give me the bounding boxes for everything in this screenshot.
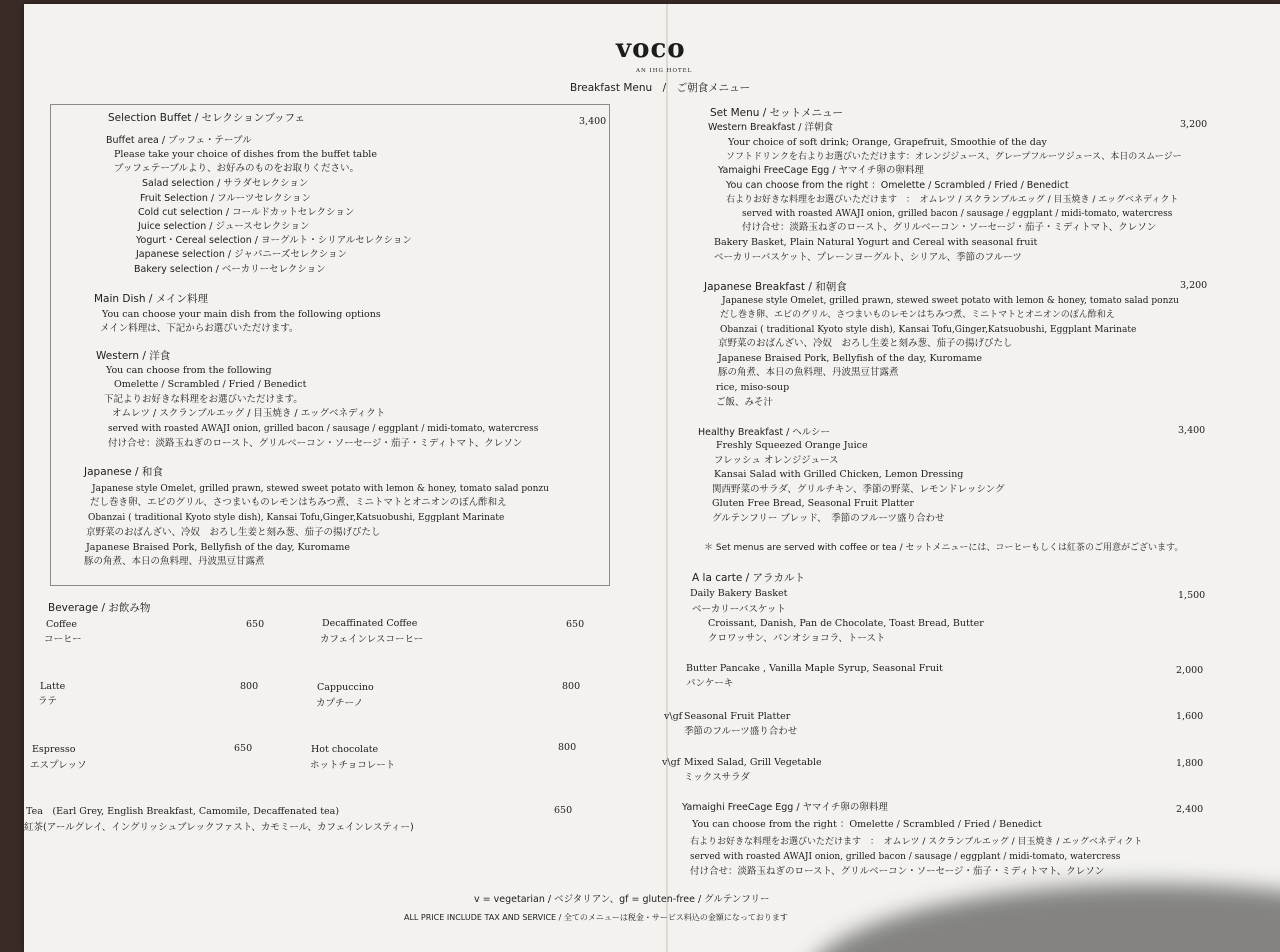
beverage-name-jp: ラテ	[38, 696, 58, 707]
set-menu-title: Set Menu / セットメニュー	[710, 107, 844, 119]
japanese-line: Obanzai ( traditional Kyoto style dish), Kansai Tofu,Ginger,Katsuobushi, Eggplant Marinate	[88, 513, 505, 523]
page-fold	[666, 4, 668, 952]
beverage-title: Beverage / お飲み物	[48, 602, 151, 614]
japanese-breakfast-line: Japanese Braised Pork, Bellyfish of the day, Kuromame	[718, 353, 983, 364]
pancake-title-jp: パンケーキ	[686, 678, 734, 689]
buffet-item: Salad selection / サラダセレクション	[142, 178, 309, 189]
bakery-desc: Croissant, Danish, Pan de Chocolate, Toast Bread, Butter	[708, 618, 984, 629]
buffet-item: Cold cut selection / コールドカットセレクション	[138, 207, 355, 218]
healthy-breakfast-line: フレッシュ オレンジジュース	[714, 455, 839, 466]
western-breakfast-line: Your choice of soft drink; Orange, Grapefruit, Smoothie of the day	[728, 137, 1047, 148]
buffet-item: Yogurt・Cereal selection / ヨーグルト・シリアルセレクション	[136, 235, 412, 246]
buffet-item: Japanese selection / ジャパニーズセレクション	[136, 249, 348, 260]
beverage-name: Espresso	[32, 744, 76, 755]
tea-name: Tea (Earl Grey, English Breakfast, Camomile, Decaffenated tea)	[26, 806, 340, 817]
western-line: オムレツ / スクランブルエッグ / 目玉焼き / エッグベネディクト	[112, 408, 386, 419]
salad-price: 1,800	[1176, 758, 1204, 769]
buffet-price: 3,400	[579, 116, 607, 127]
western-breakfast-line: Yamaighi FreeCage Egg / ヤマイチ卵の卵料理	[718, 165, 924, 176]
healthy-breakfast-title: Healthy Breakfast / ヘルシー	[698, 427, 831, 438]
japanese-breakfast-line: 京野菜のおばんざい、冷奴 おろし生姜と刻み葱、茄子の揚げびたし	[718, 338, 1013, 349]
fruit-diet-tag: v\gf	[664, 711, 683, 722]
healthy-breakfast-line: 関西野菜のサラダ、グリルチキン、季節の野菜、レモンドレッシング	[712, 484, 1005, 495]
salad-diet-tag: v\gf	[662, 757, 681, 768]
beverage-name: Cappuccino	[317, 682, 374, 693]
japanese-line: Japanese style Omelet, grilled prawn, stewed sweet potato with lemon & honey, tomato salad ponzu	[92, 484, 549, 494]
table-shadow	[804, 884, 1280, 952]
tea-name-jp: 紅茶(アールグレイ、イングリッシュブレックファスト、カモミール、カフェインレスティー)	[24, 822, 414, 833]
bakery-title-jp: ベーカリーバスケット	[692, 604, 786, 615]
egg-line: You can choose from the right ：Omelette / Scrambled / Fried / Benedict	[692, 819, 1042, 830]
healthy-breakfast-line: Kansai Salad with Grilled Chicken, Lemon Dressing	[714, 469, 964, 480]
main-dish-title: Main Dish / メイン料理	[94, 293, 209, 305]
japanese-breakfast-line: だし巻き卵、エビのグリル、さつまいものレモンはちみつ煮、ミニトマトとオニオンのぽん酢和え	[720, 310, 1115, 320]
western-line: Omelette / Scrambled / Fried / Benedict	[114, 379, 307, 390]
japanese-breakfast-line: 豚の角煮、本日の魚料理、丹波黒豆甘露煮	[718, 367, 899, 378]
fruit-title-jp: 季節のフルーツ盛り合わせ	[684, 726, 798, 737]
buffet-intro-en: Please take your choice of dishes from the buffet table	[114, 149, 377, 160]
egg-title: Yamaighi FreeCage Egg / ヤマイチ卵の卵料理	[682, 802, 888, 813]
bakery-desc-jp: クロワッサン、パンオショコラ、トースト	[708, 633, 886, 644]
egg-price: 2,400	[1176, 804, 1204, 815]
bakery-price: 1,500	[1178, 590, 1206, 601]
diet-legend: v = vegetarian / ベジタリアン、gf = gluten-free / グルテンフリー	[474, 894, 770, 905]
beverage-name-jp: カプチーノ	[316, 698, 364, 709]
tea-price: 650	[554, 805, 573, 816]
japanese-line: 京野菜のおばんざい、冷奴 おろし生姜と刻み葱、茄子の揚げびたし	[86, 527, 381, 538]
fruit-title: Seasonal Fruit Platter	[684, 711, 791, 722]
western-breakfast-line: 付け合せ：淡路玉ねぎのロースト、グリルベーコン・ソーセージ・茄子・ミディトマト、クレソン	[742, 222, 1157, 233]
japanese-title: Japanese / 和食	[84, 466, 163, 478]
western-breakfast-line: 右よりお好きな料理をお選びいただけます ： オムレツ / スクランブルエッグ / 目玉焼き / エッグベネディクト	[726, 195, 1179, 205]
beverage-price: 800	[240, 681, 259, 692]
beverage-price: 650	[246, 619, 265, 630]
set-menu-note: ＊ Set menus are served with coffee or tea / セットメニューには、コーヒーもしくは紅茶のご用意がございます。	[704, 543, 1184, 553]
fruit-price: 1,600	[1176, 711, 1204, 722]
western-breakfast-line: You can choose from the right ：Omelette / Scrambled / Fried / Benedict	[726, 180, 1069, 191]
egg-line: 右よりお好きな料理をお選びいただけます ： オムレツ / スクランブルエッグ / 目玉焼き / エッグベネディクト	[690, 837, 1143, 847]
buffet-item: Bakery selection / ベーカリーセレクション	[134, 264, 326, 275]
beverage-price: 800	[558, 742, 577, 753]
japanese-breakfast-price: 3,200	[1180, 280, 1208, 291]
buffet-item: Juice selection / ジュースセレクション	[138, 221, 310, 232]
japanese-breakfast-line: Obanzai ( traditional Kyoto style dish), Kansai Tofu,Ginger,Katsuobushi, Eggplant Marinate	[720, 325, 1137, 335]
menu-sheet	[24, 4, 1280, 952]
japanese-breakfast-line: ご飯、みそ汁	[716, 397, 774, 408]
western-line: 下記よりお好きな料理をお選びいただけます。	[104, 394, 303, 405]
beverage-price: 650	[566, 619, 585, 630]
beverage-name: Hot chocolate	[311, 744, 379, 755]
alacarte-title: A la carte / アラカルト	[692, 572, 806, 584]
buffet-item: Fruit Selection / フルーツセレクション	[140, 193, 311, 204]
beverage-name: Latte	[40, 681, 66, 692]
western-breakfast-line: Bakery Basket, Plain Natural Yogurt and Cereal with seasonal fruit	[714, 237, 1038, 248]
western-breakfast-line: served with roasted AWAJI onion, grilled bacon / sausage / eggplant / midi-tomato, watercress	[742, 209, 1173, 219]
buffet-title: Selection Buffet / セレクションブッフェ	[108, 112, 305, 124]
western-line: served with roasted AWAJI onion, grilled bacon / sausage / eggplant / midi-tomato, watercress	[108, 424, 539, 434]
pancake-title: Butter Pancake , Vanilla Maple Syrup, Seasonal Fruit	[686, 663, 943, 674]
healthy-breakfast-line: グルテンフリー ブレッド、 季節のフルーツ盛り合わせ	[712, 513, 945, 524]
healthy-breakfast-line: Gluten Free Bread, Seasonal Fruit Platter	[712, 498, 914, 509]
pancake-price: 2,000	[1176, 665, 1204, 676]
western-line: 付け合せ：淡路玉ねぎのロースト、グリルベーコン・ソーセージ・茄子・ミディトマト、クレソン	[108, 438, 523, 449]
beverage-name: Coffee	[46, 619, 77, 630]
beverage-name-jp: ホットチョコレート	[310, 760, 396, 771]
menu-title: Breakfast Menu / ご朝食メニュー	[570, 82, 751, 94]
beverage-name-jp: コーヒー	[44, 634, 82, 645]
hotel-logo: voco	[616, 34, 686, 64]
beverage-name-jp: カフェインレスコーヒー	[320, 634, 424, 645]
beverage-price: 800	[562, 681, 581, 692]
main-dish-en: You can choose your main dish from the following options	[102, 309, 381, 320]
beverage-name: Decaffinated Coffee	[322, 618, 418, 629]
japanese-breakfast-line: rice, miso-soup	[716, 382, 790, 393]
buffet-area-title: Buffet area / ブッフェ・テーブル	[106, 135, 252, 146]
western-breakfast-price: 3,200	[1180, 119, 1208, 130]
buffet-intro-jp: ブッフェテーブルより、お好みのものをお取りください。	[114, 163, 360, 174]
japanese-breakfast-line: Japanese style Omelet, grilled prawn, stewed sweet potato with lemon & honey, tomato salad ponzu	[722, 296, 1179, 306]
japanese-breakfast-title: Japanese Breakfast / 和朝食	[704, 281, 847, 293]
western-breakfast-title: Western Breakfast / 洋朝食	[708, 122, 833, 133]
western-breakfast-line: ベーカリーバスケット、プレーンヨーグルト、シリアル、季節のフルーツ	[714, 252, 1022, 263]
western-breakfast-line: ソフトドリンクを右よりお選びいただけます：オレンジジュース、グレープフルーツジュース、本日のスムージー	[726, 152, 1182, 162]
japanese-line: だし巻き卵、エビのグリル、さつまいものレモンはちみつ煮、ミニトマトとオニオンのぽん酢和え	[90, 497, 507, 508]
hotel-logo-subtitle: AN IHG HOTEL	[636, 68, 693, 74]
bakery-title: Daily Bakery Basket	[690, 588, 788, 599]
beverage-price: 650	[234, 743, 253, 754]
egg-line: 付け合せ：淡路玉ねぎのロースト、グリルベーコン・ソーセージ・茄子・ミディトマト、クレソン	[690, 866, 1105, 877]
egg-line: served with roasted AWAJI onion, grilled bacon / sausage / eggplant / midi-tomato, watercress	[690, 852, 1121, 862]
western-line: You can choose from the following	[106, 365, 272, 376]
salad-title: Mixed Salad, Grill Vegetable	[684, 757, 822, 768]
japanese-line: Japanese Braised Pork, Bellyfish of the day, Kuromame	[86, 542, 351, 553]
beverage-name-jp: エスプレッソ	[30, 760, 87, 771]
salad-title-jp: ミックスサラダ	[684, 772, 750, 783]
main-dish-jp: メイン料理は、下記からお選びいただけます。	[100, 323, 299, 334]
western-title: Western / 洋食	[96, 350, 171, 362]
healthy-breakfast-price: 3,400	[1178, 425, 1206, 436]
japanese-line: 豚の角煮、本日の魚料理、丹波黒豆甘露煮	[84, 556, 265, 567]
tax-note: ALL PRICE INCLUDE TAX AND SERVICE / 全てのメニューは税金・サービス料込の金額になっております	[404, 913, 788, 922]
healthy-breakfast-line: Freshly Squeezed Orange Juice	[716, 440, 868, 451]
